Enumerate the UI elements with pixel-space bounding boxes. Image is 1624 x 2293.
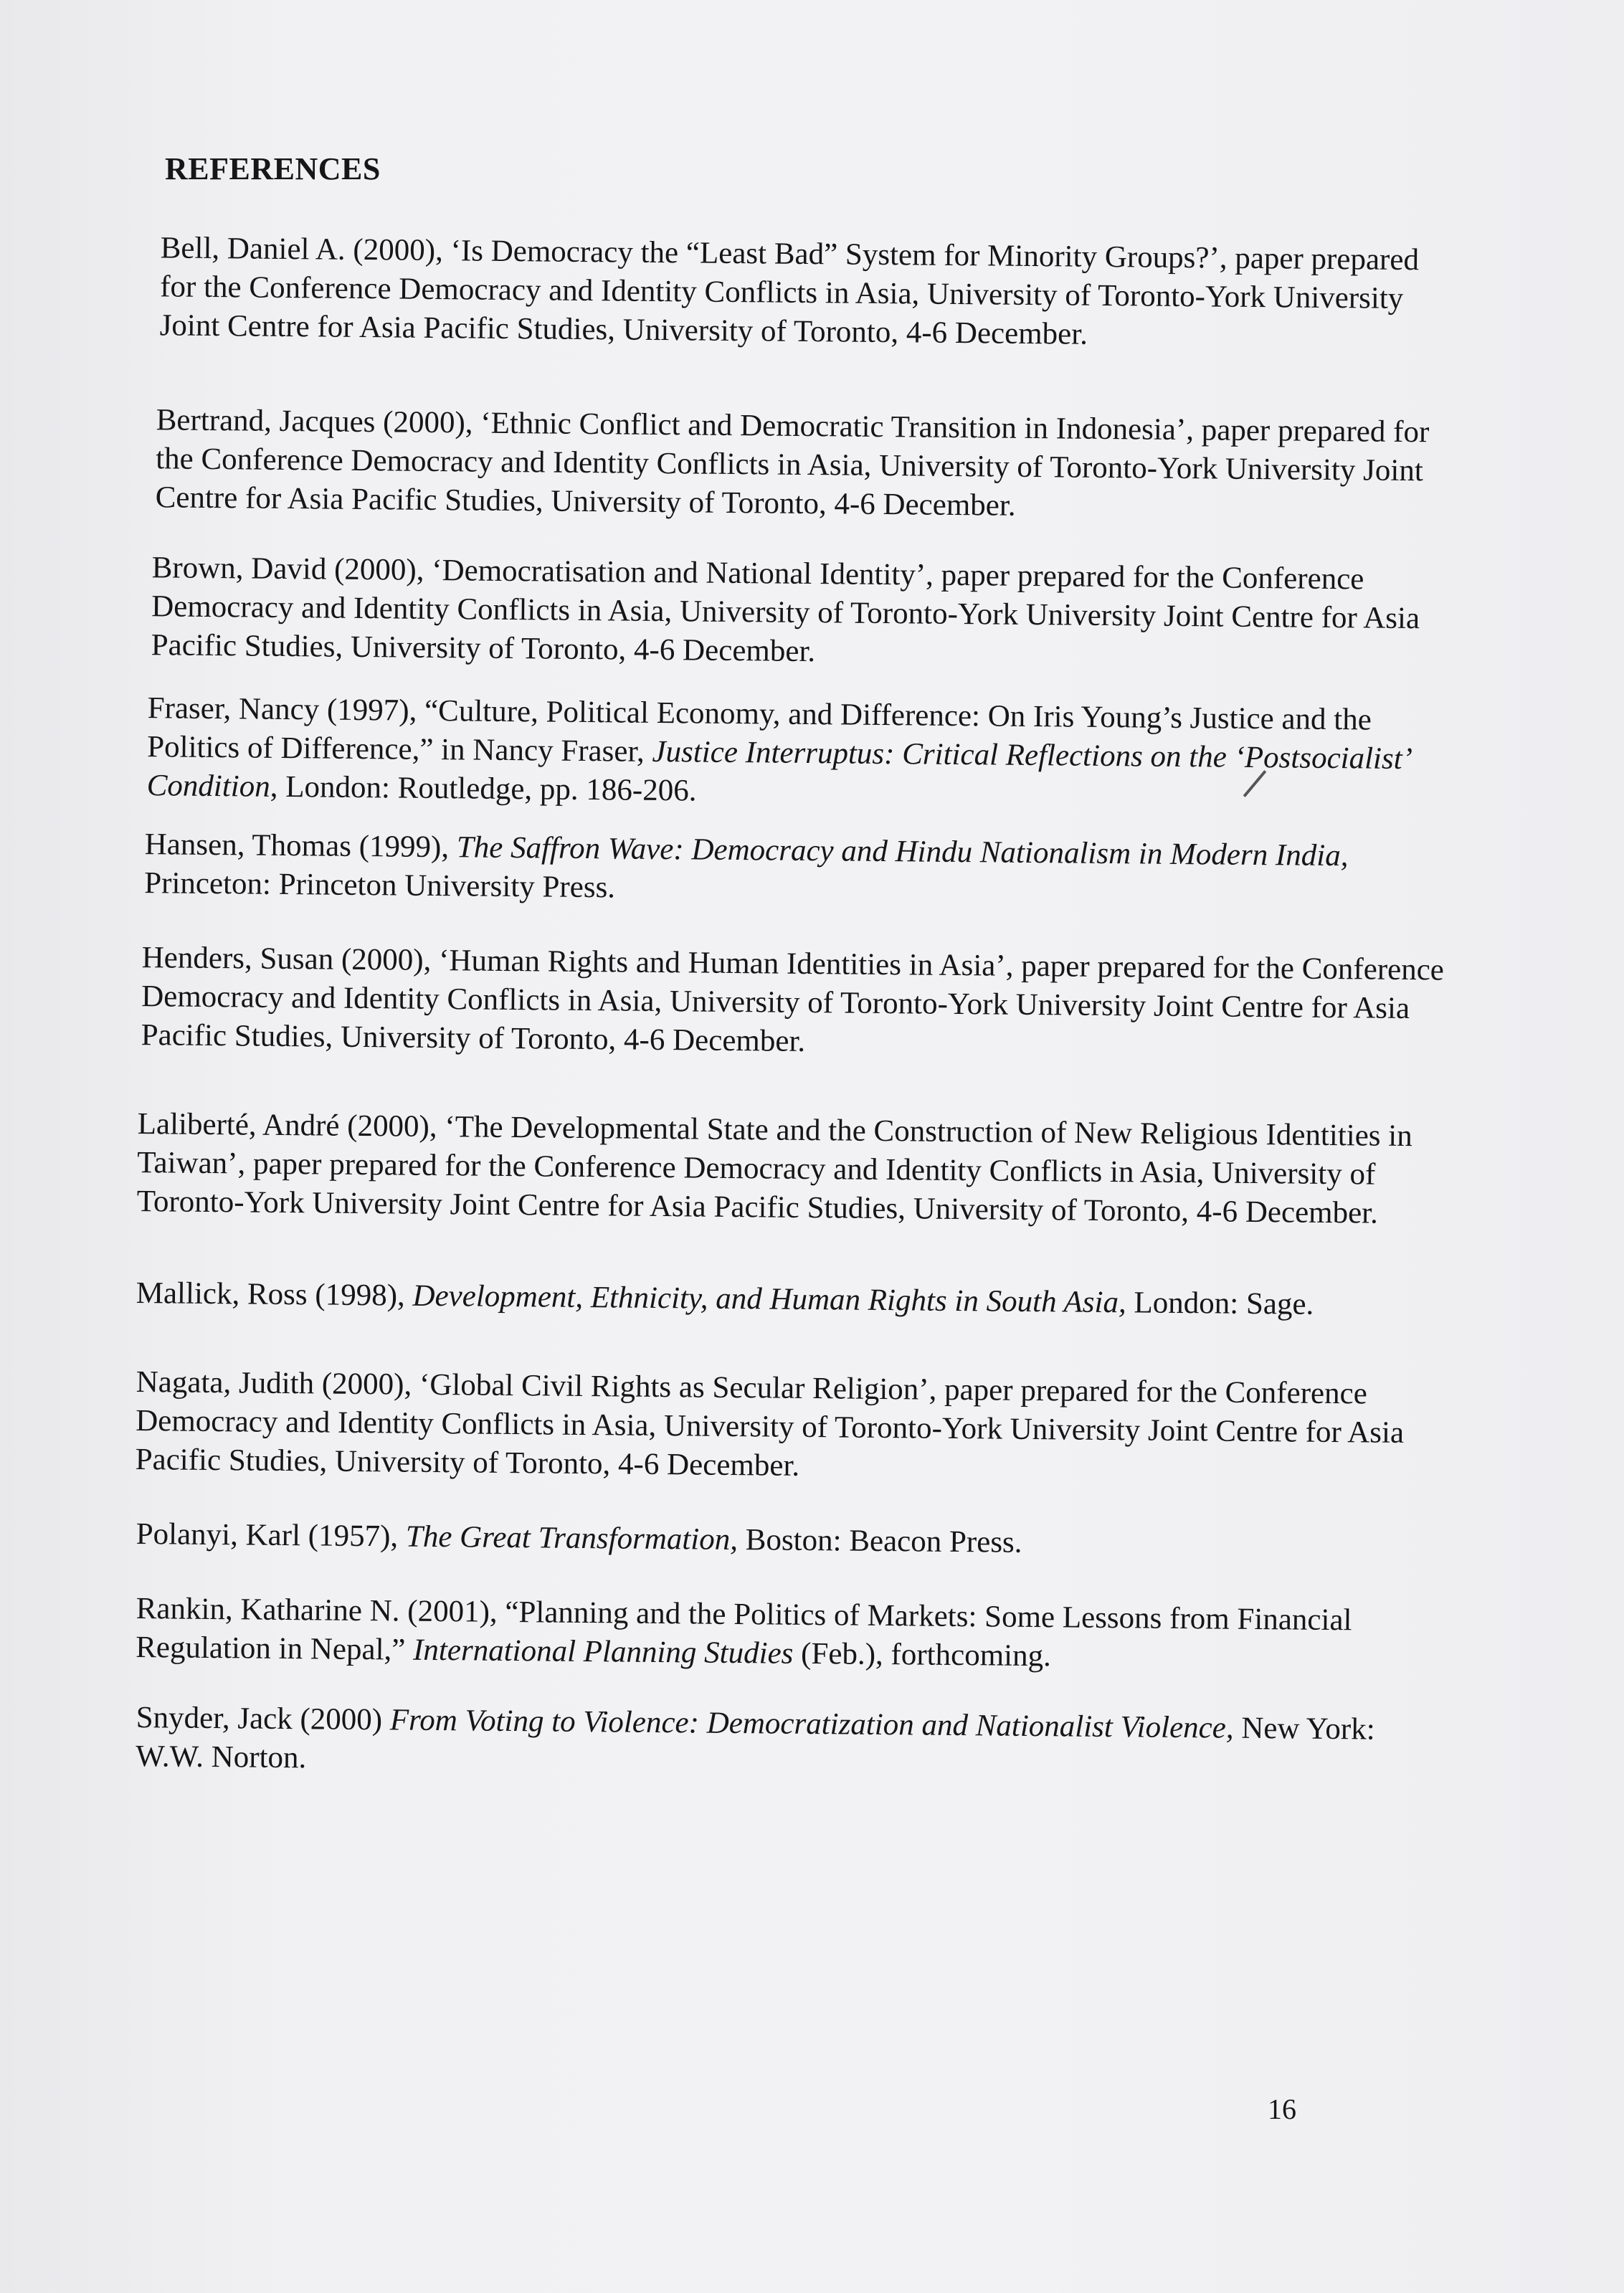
reference-entry-brown: Brown, David (2000), ‘Democratisation and National Identity’, paper prepared for the Conference Democracy and Identity Conflicts in Asia, University of Toronto-York University Joint Centre for Asia Pacific Studies, University of Toronto, 4-6 December. <box>151 551 1420 669</box>
reference-entry-mallick: Mallick, Ross (1998), Development, Ethnicity, and Human Rights in South Asia, London: Sage. <box>136 1276 1314 1321</box>
reference-entry-laliberte: Laliberté, André (2000), ‘The Developmental State and the Construction of New Religious Identities in Taiwan’, paper prepared for the Conference Democracy and Identity Conflicts in Asia, University of Toronto-York University Joint Centre for Asia Pacific Studies, University of Toronto, 4-6 December. <box>136 1107 1412 1230</box>
reference-entry-bertrand: Bertrand, Jacques (2000), ‘Ethnic Conflict and Democratic Transition in Indonesia’, paper prepared for the Conference Democracy and Identity Conflicts in Asia, University of Toronto-York University Joint Centre for Asia Pacific Studies, University of Toronto, 4-6 December. <box>155 403 1430 523</box>
reference-entry-nagata: Nagata, Judith (2000), ‘Global Civil Rights as Secular Religion’, paper prepared for the Conference Democracy and Identity Conflicts in Asia, University of Toronto-York University Joint Centre for Asia Pacific Studies, University of Toronto, 4-6 December. <box>135 1364 1405 1483</box>
references-section <box>136 151 1470 1776</box>
page-number: 16 <box>1268 2093 1296 2125</box>
reference-entry-bell: Bell, Daniel A. (2000), ‘Is Democracy the “Least Bad” System for Minority Groups?’, paper prepared for the Conference Democracy and Identity Conflicts in Asia, University of Toronto-York University Joint Centre for Asia Pacific Studies, University of Toronto, 4-6 December. <box>159 231 1420 351</box>
reference-entry-polanyi: Polanyi, Karl (1957), The Great Transformation, Boston: Beacon Press. <box>136 1517 1022 1559</box>
reference-entry-snyder: Snyder, Jack (2000) From Voting to Violence: Democratization and Nationalist Violence, New York: W.W. Norton. <box>136 1700 1375 1775</box>
reference-entry-rankin: Rankin, Katharine N. (2001), “Planning and the Politics of Markets: Some Lessons from Financial Regulation in Nepal,” International Planning Studies (Feb.), forthcoming. <box>136 1592 1352 1674</box>
reference-entry-henders: Henders, Susan (2000), ‘Human Rights and Human Identities in Asia’, paper prepared for the Conference Democracy and Identity Conflicts in Asia, University of Toronto-York University Joint Centre for Asia Pacific Studies, University of Toronto, 4-6 December. <box>141 941 1445 1058</box>
references-heading: REFERENCES <box>165 151 381 186</box>
reference-entry-fraser: Fraser, Nancy (1997), “Culture, Political Economy, and Difference: On Iris Young’s Justice and the Politics of Difference,” in Nancy Fraser, Justice Interruptus: Critical Reflections on the ‘Postsocialist’ Condition, London: Routledge, pp. 186-206. <box>146 691 1410 808</box>
reference-entry-hansen: Hansen, Thomas (1999), The Saffron Wave: Democracy and Hindu Nationalism in Modern India, Princeton: Princeton University Press. <box>144 827 1349 905</box>
